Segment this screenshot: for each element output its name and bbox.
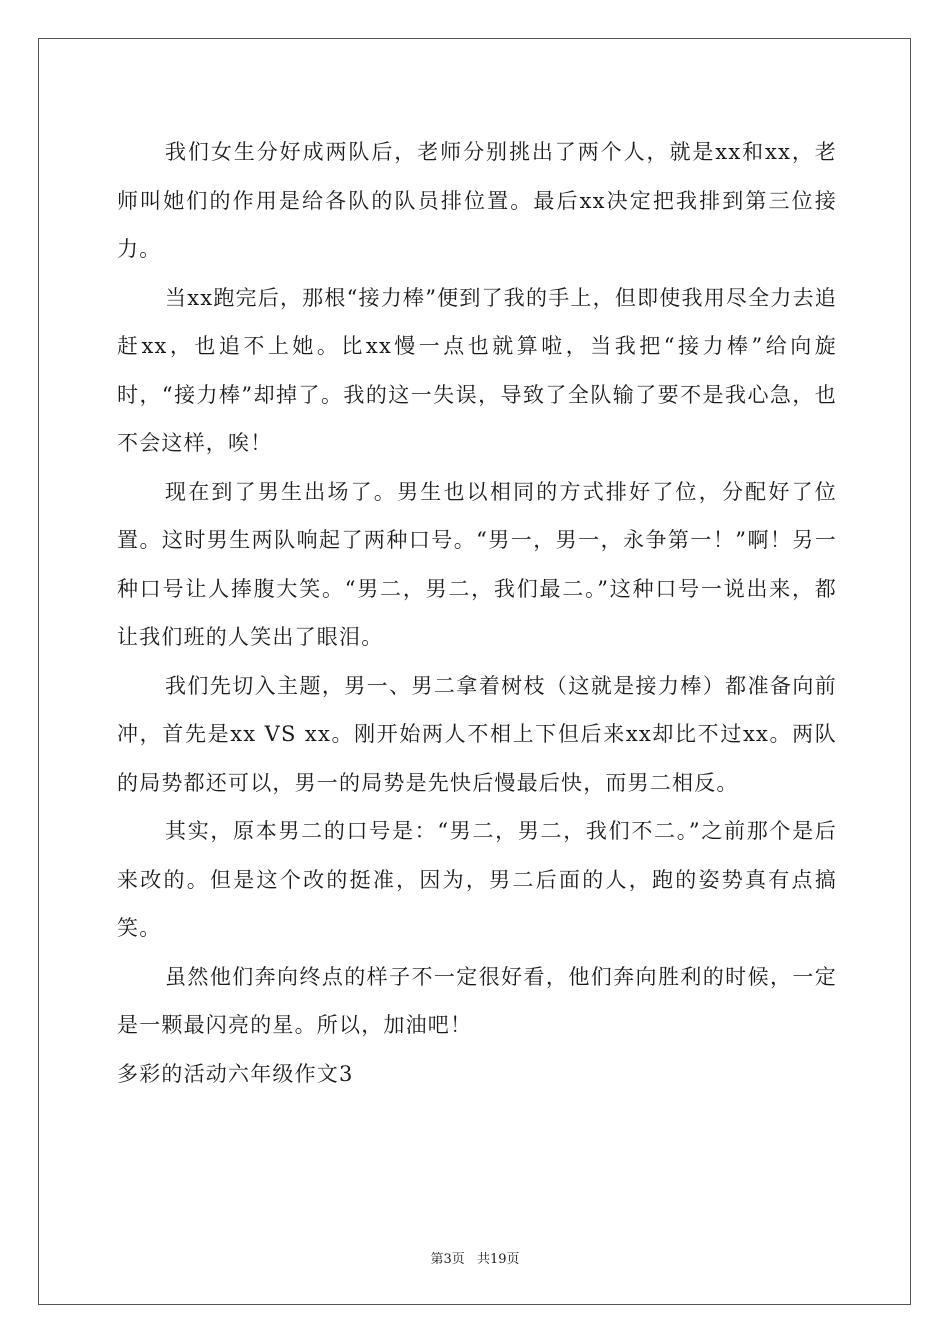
page-number: 第3页	[430, 1252, 465, 1267]
paragraph-2: 当xx跑完后，那根“接力棒”便到了我的手上，但即使我用尽全力去追赶xx，也追不上她。比xx慢一点也就算啦，当我把“接力棒”给向旋时，“接力棒”却掉了。我的这一失误，导致了全队输了要不是我心急，也不会这样，唉！	[117, 285, 837, 455]
document-body	[117, 128, 837, 1098]
paragraph-3: 现在到了男生出场了。男生也以相同的方式排好了位，分配好了位置。这时男生两队响起了两种口号。“男一，男一，永争第一！”啊！另一种口号让人捧腹大笑。“男二，男二，我们最二。”这种口号一说出来，都让我们班的人笑出了眼泪。	[117, 479, 837, 649]
paragraph-1: 我们女生分好成两队后，老师分别挑出了两个人，就是xx和xx，老师叫她们的作用是给各队的队员排位置。最后xx决定把我排到第三位接力。	[117, 140, 837, 261]
paragraph-6: 虽然他们奔向终点的样子不一定很好看，他们奔向胜利的时候，一定是一颗最闪亮的星。所以，加油吧！	[117, 964, 837, 1037]
paragraph-4: 我们先切入主题，男一、男二拿着树枝（这就是接力棒）都准备向前冲，首先是xx VS xx。刚开始两人不相上下但后来xx却比不过xx。两队的局势都还可以，男一的局势是先快后慢最后快，而男二相反。	[117, 673, 837, 795]
total-pages: 共19页	[476, 1252, 520, 1267]
paragraph-5: 其实，原本男二的口号是：“男二，男二，我们不二。”之前那个是后来改的。但是这个改的挺准，因为，男二后面的人，跑的姿势真有点搞笑。	[117, 819, 837, 940]
page-footer	[0, 1248, 950, 1267]
section-title: 多彩的活动六年级作文3	[117, 1061, 354, 1086]
